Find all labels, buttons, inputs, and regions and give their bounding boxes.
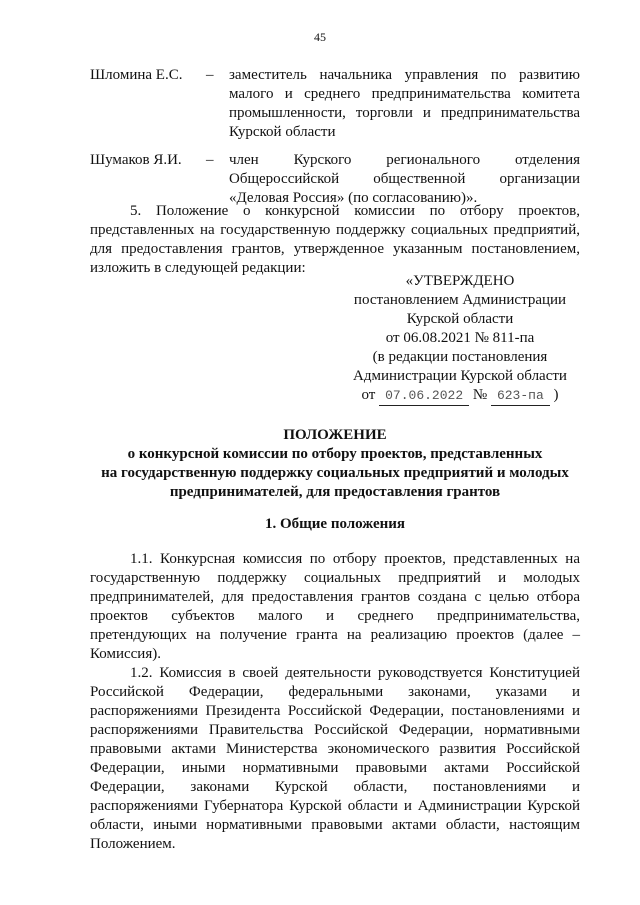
text-line: 5. Положение о конкурсной комиссии по отбору проектов,: [130, 203, 580, 219]
text-line: Федерации, иными нормативными правовыми актами Российской: [90, 760, 580, 776]
member-dash: –: [206, 67, 214, 83]
title-line: о конкурсной комиссии по отбору проектов, представленных: [127, 446, 543, 462]
close-paren: ): [553, 387, 559, 403]
member-description: [229, 151, 580, 208]
item-5-paragraph: [90, 202, 580, 278]
approved-line: (в редакции постановления: [372, 349, 548, 365]
text-line: претендующих на получение гранта на реализацию проектов (далее –: [90, 627, 580, 643]
title-heading: ПОЛОЖЕНИЕ: [283, 427, 387, 443]
text-line: Положением.: [90, 836, 176, 852]
text-line: государственную поддержку социальных предприятий и молодых: [90, 570, 580, 586]
text-line: заместитель начальника управления по развитию: [229, 67, 580, 83]
approved-line: Администрации Курской области: [353, 368, 567, 384]
text-line: предпринимателей, для предоставления грантов создана с целью отбора: [90, 589, 580, 605]
member-dash: –: [206, 152, 214, 168]
approval-block: [320, 272, 600, 406]
from-label: от: [361, 387, 376, 403]
approved-line: от 06.08.2021 № 811-па: [385, 330, 535, 346]
title-line: на государственную поддержку социальных предприятий и молодых: [101, 465, 569, 481]
member-description: [229, 66, 580, 142]
approved-date-line: [320, 386, 600, 406]
text-line: распоряжениями Правительства Российской Федерации, нормативными: [90, 722, 580, 738]
paragraph-1-2: [90, 664, 580, 854]
text-line: «Деловая Россия» (по согласованию)».: [229, 190, 478, 206]
text-line: представленных на государственную поддержку социальных предприятий,: [90, 222, 580, 238]
member-name: Шломина Е.С.: [90, 67, 183, 83]
text-line: проектов субъектов малого и среднего предпринимательства,: [90, 608, 580, 624]
text-line: Общероссийской общественной организации: [229, 171, 580, 187]
text-line: правовыми актами Министерства экономического развития Российской: [90, 741, 580, 757]
text-line: распоряжениями Губернатора Курской области и Администрации Курской: [90, 798, 580, 814]
approved-date: 07.06.2022: [379, 386, 469, 406]
text-line: распоряжениями Президента Российской Федерации, постановлениями и: [90, 703, 580, 719]
text-line: член Курского регионального отделения: [229, 152, 580, 168]
document-title: [60, 426, 610, 502]
text-line: Федерации, законами Курской области, постановлениями и: [90, 779, 580, 795]
title-line: предпринимателей, для предоставления грантов: [169, 484, 501, 500]
text-line: 1.2. Комиссия в своей деятельности руководствуется Конституцией: [130, 665, 580, 681]
text-line: 1.1. Конкурсная комиссия по отбору проектов, представленных на: [130, 551, 580, 567]
text-line: области, иными нормативными правовыми актами области, настоящим: [90, 817, 580, 833]
text-line: промышленности, торговли и предпринимательства: [229, 105, 580, 121]
approved-line: постановлением Администрации: [353, 292, 567, 308]
text-line: малого и среднего предпринимательства комитета: [229, 86, 580, 102]
paragraph-1-1: [90, 550, 580, 664]
approved-heading: «УТВЕРЖДЕНО: [405, 273, 515, 289]
number-label: №: [472, 387, 488, 403]
text-line: изложить в следующей редакции:: [90, 260, 306, 276]
approved-number: 623-па: [491, 386, 550, 406]
page-number: 45: [314, 30, 326, 44]
text-line: Комиссия).: [90, 646, 161, 662]
text-line: Российской Федерации, федеральными законами, указами и: [90, 684, 580, 700]
text-line: Курской области: [229, 124, 336, 140]
member-name: Шумаков Я.И.: [90, 152, 182, 168]
text-line: для предоставления грантов, утвержденное указанным постановлением,: [90, 241, 580, 257]
section-title: 1. Общие положения: [264, 516, 406, 532]
approved-line: Курской области: [406, 311, 514, 327]
